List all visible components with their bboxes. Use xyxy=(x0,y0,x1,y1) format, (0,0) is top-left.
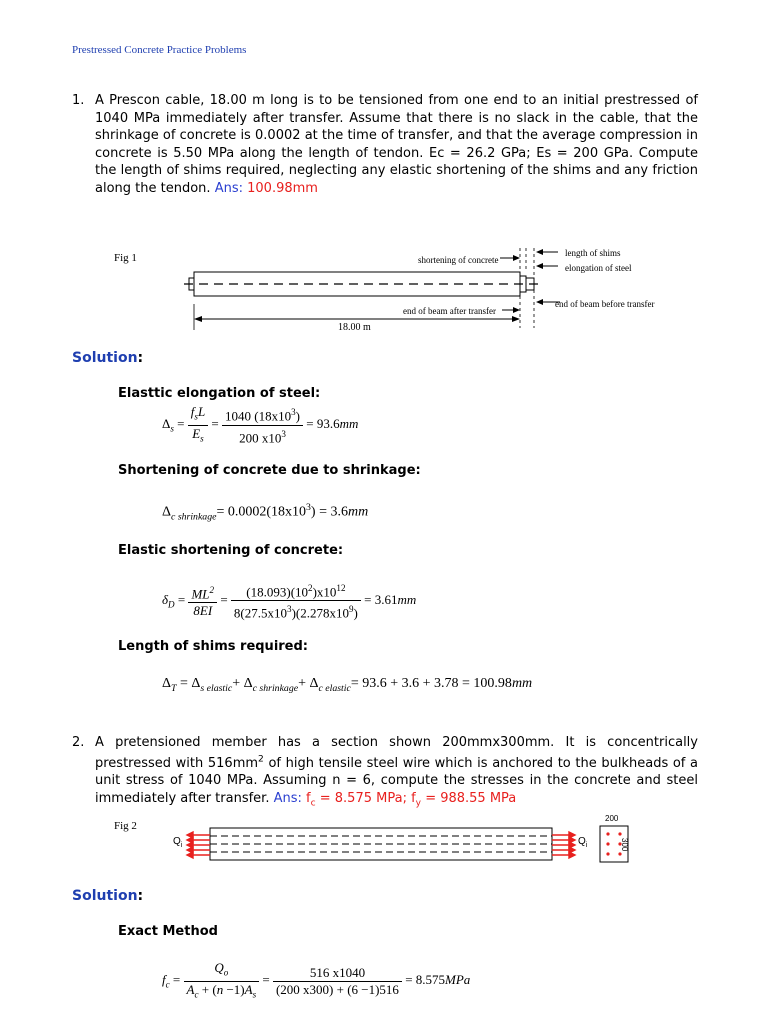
elongation-label: elongation of steel xyxy=(565,263,632,273)
q-right: $Q_i$ xyxy=(578,836,588,849)
answer-label: Ans: xyxy=(214,180,243,196)
shortening-label: shortening of concrete xyxy=(418,255,499,265)
problem-text: A pretensioned member has a section shown 200mmx300mm. It is concentrically prestressed with $516mm^2$ of high tensile steel wire which is anchored to the bulkheads of a unit stress of 1040 MPa. Assuming n = 6, compute the stresses in the concrete and steel immediately after transfer. xyxy=(95,735,698,806)
problem-text: A Prescon cable, 18.00 m long is to be tensioned from one end to an initial prestressed of 1040 MPa immediately after transfer. Assume that there is no slack in the cable, that the shrinkage of concrete is 0.0002 at the time of transfer, and that the average compression in concrete is 5.50 MPa along the length of tendon. Ec = 26.2 GPa; Es = 200 GPa. Compute the length of shims required, neglecting any elastic shortening of the shims and any friction along the tendon. xyxy=(95,93,698,196)
equation-2: $\Delta_{c shrinkage}= 0.0002(18x10^3) = 3.6mm$ xyxy=(162,502,369,523)
equation-5: $f_c$ = $\frac{Q_o}{A_c + (n -1)A_s}$ = $\frac{516 x1040}{(200 x300) + (6 -1)516}$ = 8.575MPa xyxy=(162,960,471,1000)
heading-elastic-elongation: Elasttic elongation of steel: xyxy=(118,386,321,401)
q-left: $Q_i$ xyxy=(173,836,183,849)
before-transfer-label: end of beam before transfer xyxy=(555,299,655,309)
answer-value: 100.98mm xyxy=(247,180,318,196)
fig2-diagram xyxy=(170,812,640,872)
answer-label: Ans: xyxy=(273,790,302,806)
problem-1 xyxy=(72,92,698,197)
problem-number: 1. xyxy=(72,93,85,108)
problem-number: 2. xyxy=(72,735,85,750)
solution-1-title: Solution: xyxy=(72,350,144,366)
after-transfer-label: end of beam after transfer xyxy=(403,306,496,316)
heading-elastic-shortening: Elastic shortening of concrete: xyxy=(118,543,344,558)
fig1-label: Fig 1 xyxy=(114,252,137,264)
equation-3: $\delta_D$ = $\frac{ML^2}{8EI}$ = $\frac{(18.093)(10^2)x10^{12}}{8(27.5x10^3)(2.278x10^9)}$ = 3.61mm xyxy=(162,580,416,622)
fig2-label: Fig 2 xyxy=(114,820,137,832)
right-force-arrows xyxy=(552,832,575,858)
equation-4: $\Delta_T = \Delta_{s elastic}+ \Delta_{c shrinkage}+ \Delta_{c elastic}= 93.6 + 3.6 + 3.78 = 100.98mm$ xyxy=(162,676,533,694)
left-force-arrows xyxy=(187,832,210,858)
equation-1: $\Delta_s$ = $\frac{f_sL}{E_s}$ = $\frac{1040 (18x10^3)}{200 x10^3}$ = 93.6mm xyxy=(162,404,359,445)
problem-2 xyxy=(72,734,698,813)
solution-2-title: Solution: xyxy=(72,888,144,904)
heading-shrinkage: Shortening of concrete due to shrinkage: xyxy=(118,463,421,478)
section-height: 300 xyxy=(620,838,629,852)
shims-label: length of shims xyxy=(565,248,621,258)
heading-length-shims: Length of shims required: xyxy=(118,639,309,654)
section-width: 200 xyxy=(605,814,619,823)
heading-exact-method: Exact Method xyxy=(118,924,218,939)
answer-value: $f_c = 8.575$ MPa; $f_y = 988.55$ MPa xyxy=(306,790,517,809)
length-dimension: 18.00 m xyxy=(338,322,371,333)
page-header: Prestressed Concrete Practice Problems xyxy=(72,44,247,56)
